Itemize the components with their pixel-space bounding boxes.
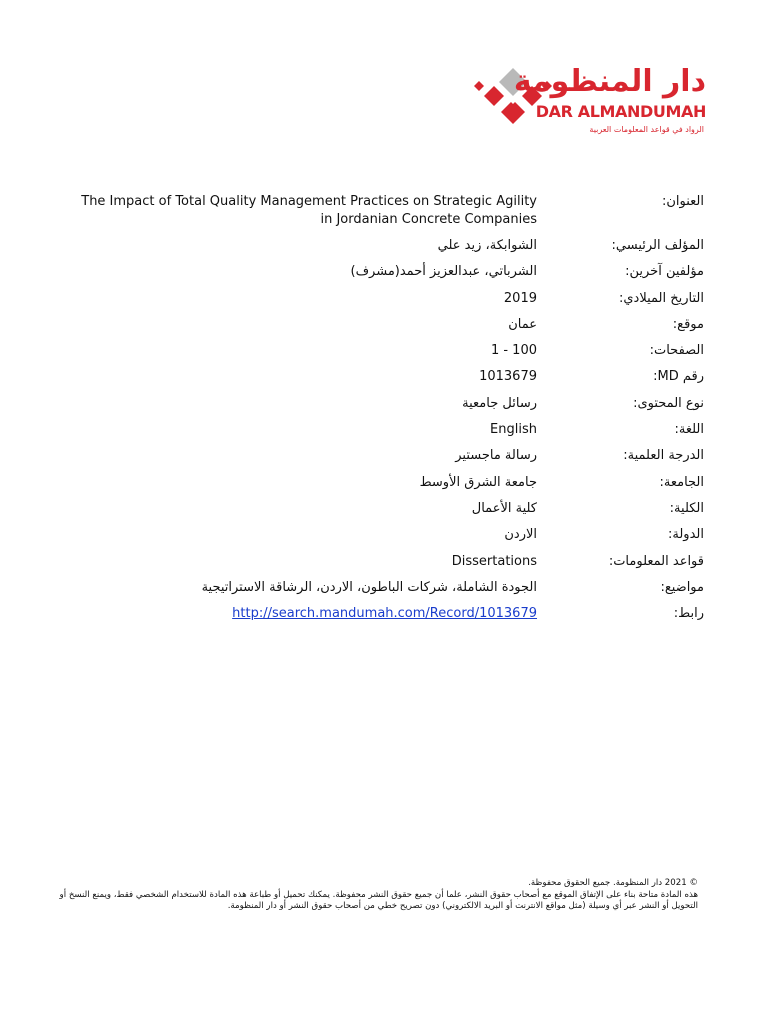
field-value-other-authors: الشرباتي، عبدالعزيز أحمد(مشرف) <box>350 264 537 280</box>
logo-arabic-name: دار المنظومة <box>513 64 706 99</box>
field-value-subjects: الجودة الشاملة، شركات الباطون، الاردن، الرشاقة الاستراتيجية <box>201 579 537 595</box>
record-row-subjects <box>60 578 708 604</box>
record-row-degree <box>60 446 708 472</box>
record-row-main-author <box>60 236 708 262</box>
field-value-language: English <box>490 422 537 438</box>
record-row-country <box>60 525 708 551</box>
field-value-date: 2019 <box>503 290 537 306</box>
field-label-pages: الصفحات: <box>649 343 704 359</box>
field-label-university: الجامعة: <box>659 474 704 490</box>
field-label-databases: قواعد المعلومات: <box>608 553 704 569</box>
field-label-md-number: رقم MD: <box>653 369 704 385</box>
usage-notice: هذه المادة متاحة بناء على الإتفاق الموقع مع أصحاب حقوق النشر، علما أن جميع حقوق النشر محفوظة. يمكنك تحميل أو طباعة هذه المادة للاستخدام الشخصي فقط، ويمنع النسخ أو التحويل أو النشر عبر أي وسيلة (مثل مواقع الانترنت أو البريد الالكتروني) دون تصريح خطي من أصحاب حقوق النشر أو دار المنظومة. <box>59 889 698 911</box>
publisher-logo <box>472 66 712 142</box>
field-value-title: The Impact of Total Quality Management Practices on Strategic Agility in Jordanian Concrete Companies <box>81 194 537 227</box>
record-row-location <box>60 315 708 341</box>
field-label-title: العنوان: <box>661 194 704 209</box>
record-row-university <box>60 473 708 499</box>
field-value-md-number: 1013679 <box>479 369 537 385</box>
field-value-degree: رسالة ماجستير <box>455 448 537 464</box>
field-label-language: اللغة: <box>674 422 704 438</box>
copyright-line: © 2021 دار المنظومة. جميع الحقوق محفوظة. <box>528 878 698 888</box>
record-row-content-type <box>60 394 708 420</box>
record-row-college <box>60 499 708 525</box>
field-label-content-type: نوع المحتوى: <box>633 395 704 411</box>
copyright-footer <box>52 878 698 913</box>
record-link[interactable]: http://search.mandumah.com/Record/1013679 <box>232 606 537 622</box>
record-row-md-number <box>60 367 708 393</box>
record-row-other-authors <box>60 262 708 288</box>
field-value-country: الاردن <box>504 527 537 543</box>
field-label-subjects: مواضيع: <box>660 579 704 595</box>
logo-english-name: DAR ALMANDUMAH <box>535 102 706 121</box>
field-label-main-author: المؤلف الرئيسي: <box>611 238 704 253</box>
field-value-main-author: الشوابكة، زيد علي <box>437 238 537 253</box>
record-row-title <box>60 192 708 236</box>
record-row-databases <box>60 552 708 578</box>
field-value-pages: 1 - 100 <box>490 343 537 359</box>
record-row-link <box>60 604 708 630</box>
field-label-college: الكلية: <box>669 500 704 516</box>
field-value-college: كلية الأعمال <box>471 500 537 516</box>
field-value-university: جامعة الشرق الأوسط <box>419 474 537 490</box>
field-value-link <box>67 604 537 623</box>
field-label-link: رابط: <box>673 606 704 622</box>
field-label-other-authors: مؤلفين آخرين: <box>625 264 704 280</box>
record-row-language <box>60 420 708 446</box>
field-label-location: موقع: <box>672 316 704 332</box>
record-details <box>60 192 708 630</box>
field-label-degree: الدرجة العلمية: <box>623 448 704 464</box>
field-label-date: التاريخ الميلادي: <box>619 290 704 306</box>
field-value-location: عمان <box>508 316 537 332</box>
field-value-databases: Dissertations <box>451 553 537 569</box>
record-row-date <box>60 289 708 315</box>
record-row-pages <box>60 341 708 367</box>
field-label-country: الدولة: <box>668 527 704 543</box>
logo-tagline: الرواد في قواعد المعلومات العربية <box>589 125 704 134</box>
field-value-content-type: رسائل جامعية <box>462 395 537 411</box>
